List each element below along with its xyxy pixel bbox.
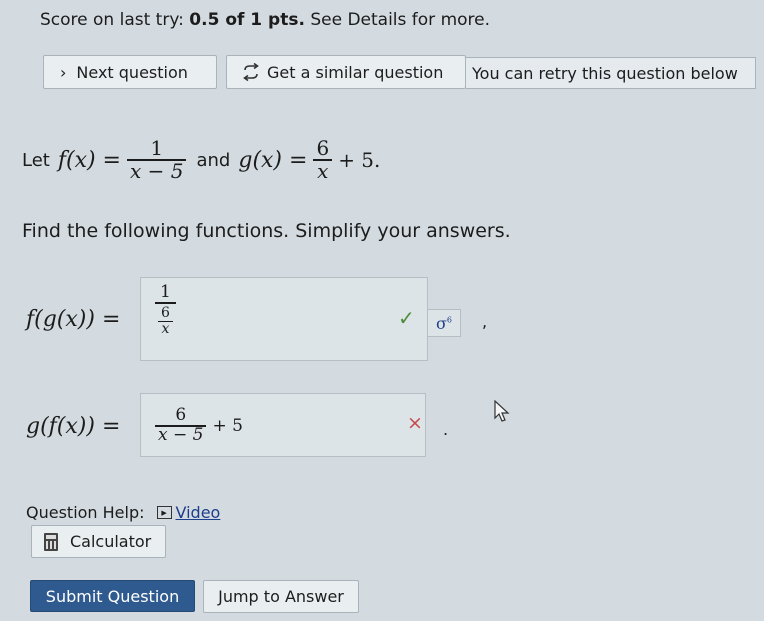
gf-fraction <box>155 407 206 445</box>
score-prefix: Score on last try: <box>40 10 184 30</box>
cross-icon: × <box>407 412 423 434</box>
gf-answer-expression <box>155 399 243 453</box>
score-line <box>40 10 490 30</box>
fg-trailing-comma: , <box>482 312 488 331</box>
score-value: 0.5 of 1 pts. <box>189 10 305 30</box>
fg-inner-fraction <box>158 306 173 336</box>
gf-trailing-period: . <box>443 420 449 439</box>
g-tail: + 5. <box>338 148 381 172</box>
next-question-label: Next question <box>76 62 188 82</box>
g-definition-name: g(x) = <box>238 147 308 173</box>
fg-outer-denominator <box>155 304 176 336</box>
instruction-text: Find the following functions. Simplify your answers. <box>22 220 511 242</box>
video-link[interactable] <box>157 503 221 522</box>
fg-inner-numerator: 6 <box>161 304 170 321</box>
submit-question-button[interactable] <box>30 580 195 612</box>
gf-label: g(f(x)) = <box>26 414 121 439</box>
g-numerator: 6 <box>316 136 330 160</box>
calculator-label: Calculator <box>70 532 152 551</box>
f-denominator: x − 5 <box>130 159 184 183</box>
submit-question-label: Submit Question <box>45 586 180 606</box>
score-suffix: See Details for more. <box>310 10 491 30</box>
fg-answer-box[interactable] <box>140 277 428 361</box>
f-definition-name: f(x) = <box>57 147 121 173</box>
fg-answer-expression <box>155 284 176 336</box>
question-help-label: Question Help: <box>26 503 145 522</box>
and-text: and <box>196 149 231 171</box>
question-help-row <box>26 503 220 522</box>
chevron-right-icon: › <box>60 62 67 82</box>
fg-inner-denominator: x <box>161 320 170 337</box>
video-link-label: Video <box>175 503 221 522</box>
calculator-icon <box>44 533 58 551</box>
gf-numerator: 6 <box>175 405 187 426</box>
g-fraction <box>313 138 332 182</box>
gf-denominator: x − 5 <box>158 425 204 445</box>
f-numerator: 1 <box>150 136 164 160</box>
refresh-icon <box>241 63 261 81</box>
jump-to-answer-button[interactable] <box>203 580 359 613</box>
f-fraction <box>127 138 186 182</box>
retry-notice <box>466 57 756 89</box>
similar-question-button[interactable] <box>226 55 466 89</box>
answer-preview-button[interactable] <box>428 309 461 337</box>
sigma-icon: $\sigma^6$ <box>435 313 452 333</box>
calculator-button[interactable] <box>31 525 166 558</box>
fg-outer-fraction <box>155 284 176 336</box>
gf-answer-box[interactable] <box>140 393 426 457</box>
jump-to-answer-label: Jump to Answer <box>218 587 344 606</box>
next-question-button[interactable] <box>43 55 217 89</box>
let-text: Let <box>22 149 50 171</box>
gf-tail: + 5 <box>212 416 243 436</box>
check-icon: ✓ <box>398 306 415 330</box>
play-icon: ▶ <box>157 506 172 519</box>
fg-label: f(g(x)) = <box>26 307 121 332</box>
problem-statement <box>22 128 380 192</box>
similar-question-label: Get a similar question <box>267 62 444 82</box>
retry-notice-text: You can retry this question below <box>472 63 738 83</box>
fg-outer-numerator: 1 <box>160 282 171 302</box>
g-denominator: x <box>317 159 329 183</box>
mouse-pointer-icon <box>494 400 510 428</box>
